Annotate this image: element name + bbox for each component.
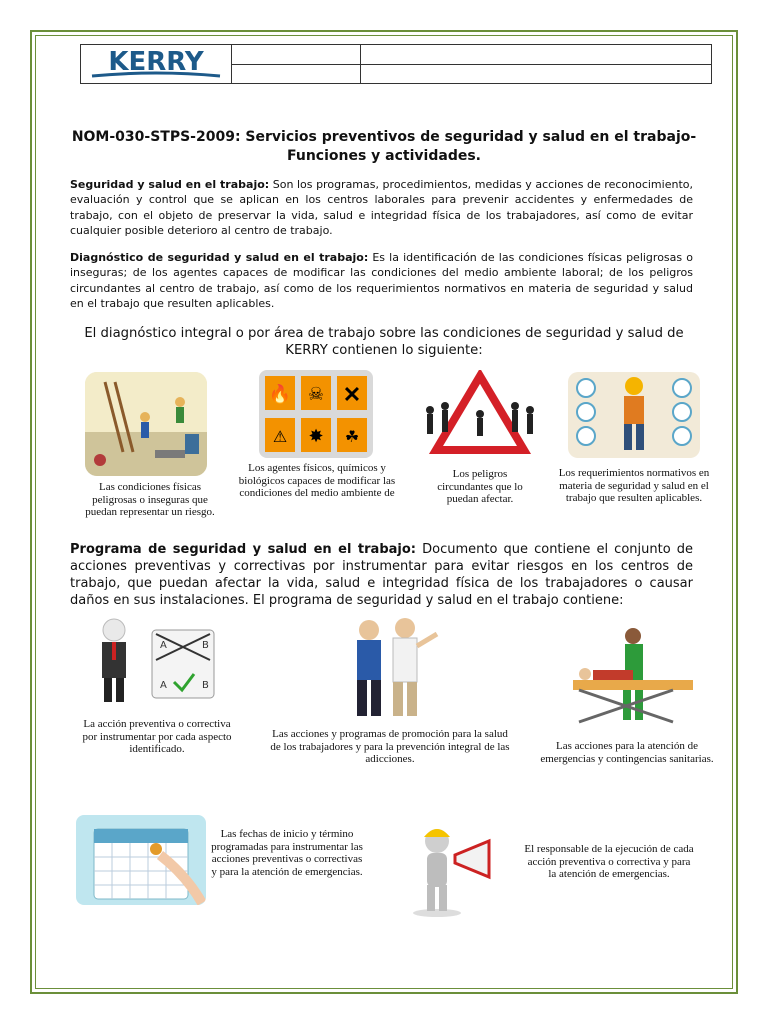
header-cell xyxy=(361,45,711,65)
calendar-illustration xyxy=(76,815,206,905)
hazard-symbols-illustration xyxy=(259,370,373,458)
page-title xyxy=(70,128,698,166)
svg-text:A: A xyxy=(160,680,167,691)
intro-line: El diagnóstico integral o por área de trabajo sobre las condiciones de seguridad y salud de xyxy=(84,326,684,341)
header-cell xyxy=(232,65,360,84)
header-mid-column xyxy=(232,45,361,83)
svg-text:B: B xyxy=(202,680,209,691)
svg-text:KERRY: KERRY xyxy=(108,47,204,77)
title-line: NOM-030-STPS-2009: Servicios preventivos de seguridad y salud en el trabajo- xyxy=(71,129,697,145)
preventive-action-illustration xyxy=(90,612,220,706)
caption-regulatory: Los requerimientos normativos en materia de seguridad y salud en el trabajo que resulten aplicables. xyxy=(558,467,710,504)
svg-text:☠: ☠ xyxy=(307,384,325,404)
program-definition xyxy=(70,541,693,609)
svg-text:☘: ☘ xyxy=(344,429,360,446)
title-line: Funciones y actividades. xyxy=(287,148,481,164)
health-promotion-illustration xyxy=(333,612,445,722)
kerry-logo xyxy=(81,45,232,83)
regulatory-requirements-illustration xyxy=(568,372,700,458)
caption-responsible: El responsable de la ejecución de cada acción preventiva o correctiva y para la atención de emergencias. xyxy=(524,843,694,880)
program-term: Programa de seguridad y salud en el trabajo: xyxy=(70,542,416,557)
svg-text:⚠: ⚠ xyxy=(272,429,288,446)
definition-text: Es la identificación de las condiciones físicas peligrosas o inseguras; de los agentes capaces de modificar las condiciones del medio ambiente laboral; de los peligros circundantes al centro de trabajo, así como de los requerimientos normativos en materia de seguridad y salud en el trabajo que resulten aplicables. xyxy=(70,251,693,310)
svg-text:🔥: 🔥 xyxy=(268,384,292,404)
caption-dates: Las fechas de inicio y término programadas para instrumentar las acciones preventivas o correctivas y para la atención de emergencias. xyxy=(211,828,363,878)
definition-safety xyxy=(70,177,693,238)
definition-text: Son los programas, procedimientos, medidas y acciones de reconocimiento, evaluación y control que se aplican en los centros laborales para prevenir accidentes y enfermedades de trabajo, con el objeto de preservar la vida, salud e integridad física de los trabajadores, así como de evitar cualquier posible deterioro al centro de trabajo. xyxy=(70,178,693,237)
definition-term: Seguridad y salud en el trabajo: xyxy=(70,178,270,191)
svg-text:✸: ✸ xyxy=(308,426,324,446)
definition-diagnostic xyxy=(70,250,693,311)
definition-term: Diagnóstico de seguridad y salud en el trabajo: xyxy=(70,251,369,264)
svg-text:A: A xyxy=(160,640,167,651)
responsible-megaphone-illustration xyxy=(397,815,513,919)
unsafe-conditions-illustration xyxy=(85,372,207,476)
svg-text:B: B xyxy=(202,640,209,651)
program-text: Documento que contiene el conjunto de acciones preventivas y correctivas por instrumentar para evitar riesgos en los centros de trabajo, que puedan afectar la vida, salud e integridad física de los trabajadores o causar daños en sus instalaciones. El programa de seguridad y salud en el trabajo contiene: xyxy=(70,542,693,608)
emergency-care-illustration xyxy=(563,622,703,730)
caption-preventive-action: La acción preventiva o correctiva por instrumentar por cada aspecto identificado. xyxy=(82,718,232,755)
caption-agents: Los agentes físicos, químicos y biológicos capaces de modificar las condiciones del medio ambiente de xyxy=(238,462,396,499)
svg-text:✕: ✕ xyxy=(342,382,362,407)
caption-health-promotion: Las acciones y programas de promoción para la salud de los trabajadores y para la prevención integral de las adicciones. xyxy=(270,728,510,765)
header-right-column xyxy=(361,45,711,83)
intro-line: KERRY contienen lo siguiente: xyxy=(285,343,483,358)
header-cell xyxy=(232,45,360,65)
header-table xyxy=(80,44,712,84)
header-cell xyxy=(361,65,711,84)
caption-emergency-care: Las acciones para la atención de emergencias y contingencias sanitarias. xyxy=(540,740,714,765)
caption-surrounding-dangers: Los peligros circundantes que lo puedan afectar. xyxy=(437,468,523,505)
surrounding-dangers-illustration xyxy=(420,370,540,458)
diagnostic-intro xyxy=(70,325,698,359)
caption-unsafe-conditions: Las condiciones físicas peligrosas o inseguras que puedan representar un riesgo. xyxy=(85,481,215,518)
